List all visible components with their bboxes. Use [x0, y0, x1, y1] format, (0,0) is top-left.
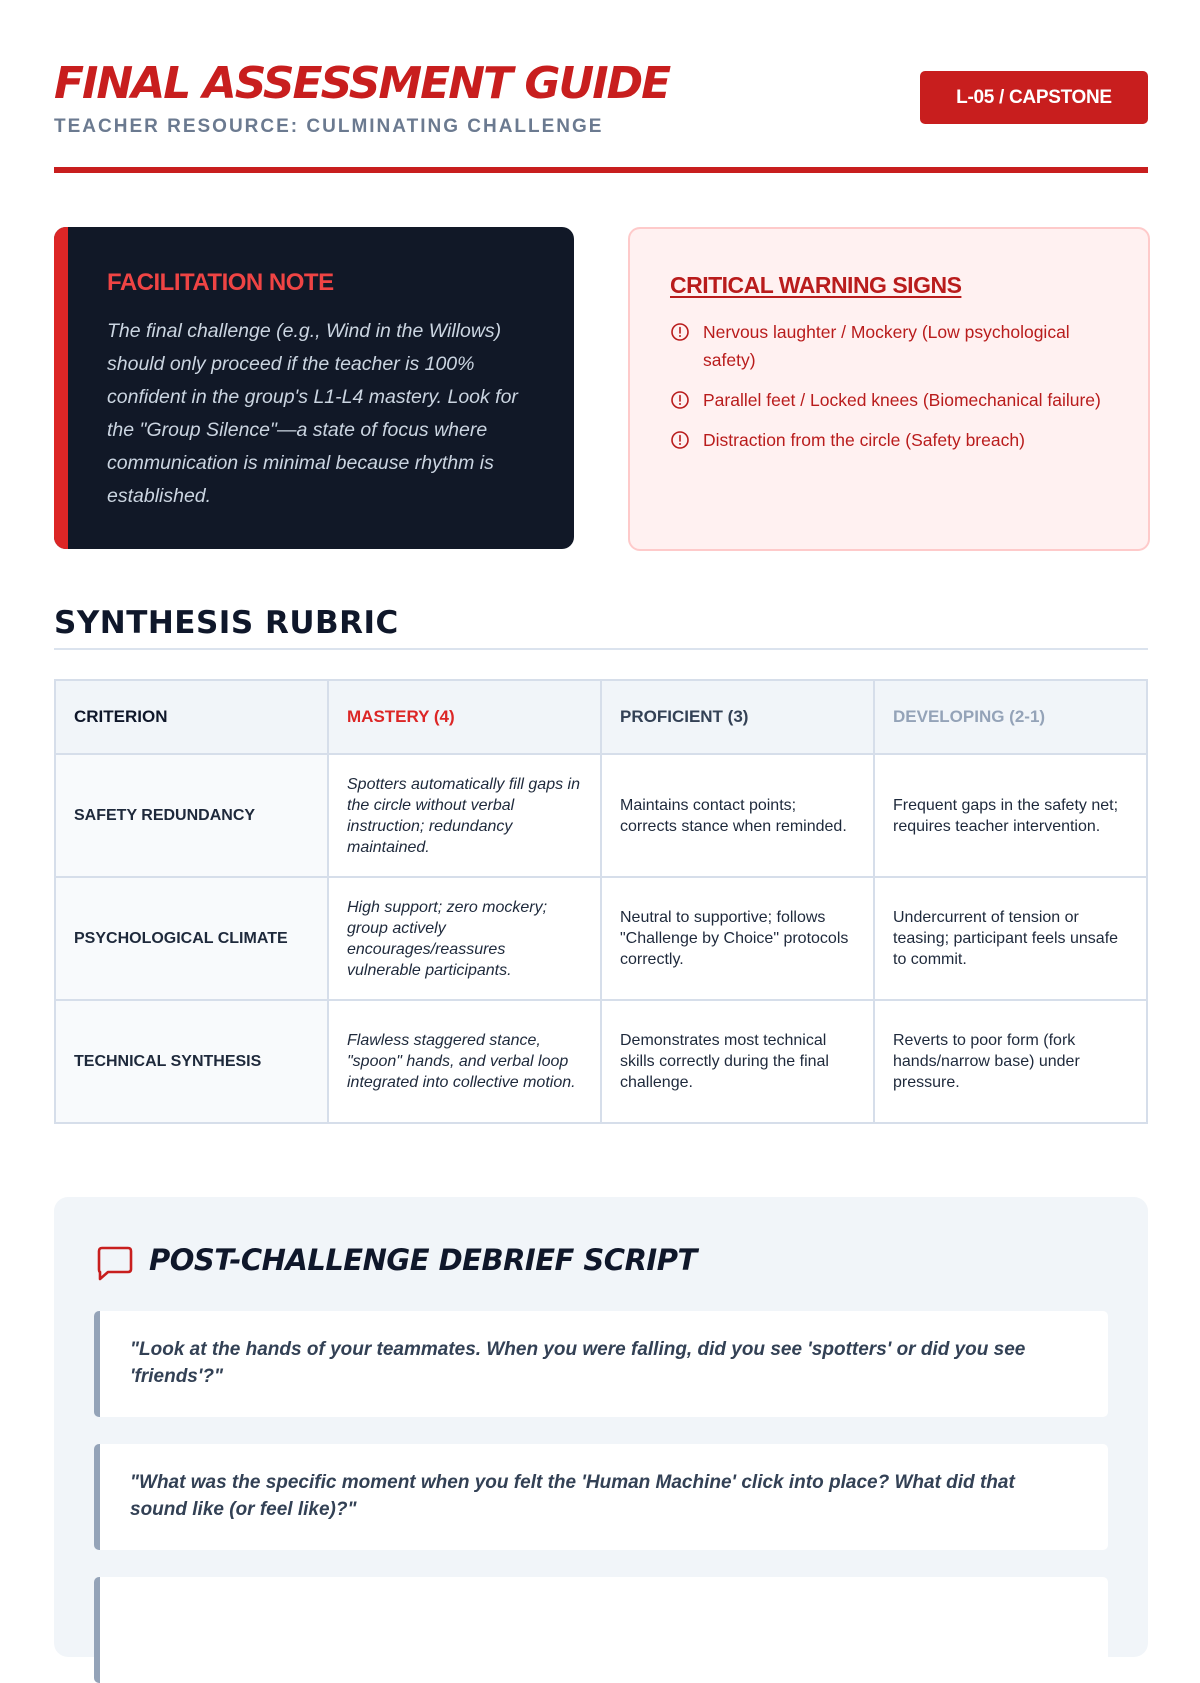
warning-signs-card [628, 227, 1150, 551]
debrief-title: POST-CHALLENGE DEBRIEF SCRIPT [149, 1243, 697, 1277]
table-row [55, 754, 1147, 877]
proficient-cell: Demonstrates most technical skills correctly during the final challenge. [601, 1000, 874, 1123]
proficient-cell: Neutral to supportive; follows "Challenge by Choice" protocols correctly. [601, 877, 874, 1000]
header-criterion: CRITERION [55, 680, 328, 754]
mastery-cell: Flawless staggered stance, "spoon" hands, and verbal loop integrated into collective motion. [328, 1000, 601, 1123]
warning-item [670, 318, 1120, 374]
debrief-section [54, 1197, 1148, 1657]
rubric-table [54, 679, 1148, 1124]
header-divider [54, 167, 1148, 173]
developing-cell: Undercurrent of tension or teasing; participant feels unsafe to commit. [874, 877, 1147, 1000]
debrief-quote [94, 1577, 1108, 1683]
header-developing: DEVELOPING (2-1) [874, 680, 1147, 754]
facilitation-note-card [54, 227, 574, 549]
warning-item-text: Parallel feet / Locked knees (Biomechanical failure) [703, 390, 1101, 410]
mastery-cell: High support; zero mockery; group actively encourages/reassures vulnerable participants. [328, 877, 601, 1000]
table-row [55, 1000, 1147, 1123]
alert-circle-icon [670, 430, 690, 450]
rubric-header-row [55, 680, 1147, 754]
page-subtitle: TEACHER RESOURCE: CULMINATING CHALLENGE [54, 116, 604, 137]
header-mastery: MASTERY (4) [328, 680, 601, 754]
alert-circle-icon [670, 390, 690, 410]
criterion-cell: SAFETY REDUNDANCY [55, 754, 328, 877]
header-proficient: PROFICIENT (3) [601, 680, 874, 754]
warning-signs-title: CRITICAL WARNING SIGNS [670, 272, 962, 298]
page-title: FINAL ASSESSMENT GUIDE [54, 58, 670, 109]
warning-item [670, 426, 1120, 454]
developing-cell: Frequent gaps in the safety net; requires teacher intervention. [874, 754, 1147, 877]
mastery-cell: Spotters automatically fill gaps in the circle without verbal instruction; redundancy maintained. [328, 754, 601, 877]
debrief-quote: "Look at the hands of your teammates. When you were falling, did you see 'spotters' or did you see 'friends'?" [94, 1311, 1108, 1417]
chat-bubble-icon [94, 1243, 134, 1283]
criterion-cell: TECHNICAL SYNTHESIS [55, 1000, 328, 1123]
note-accent-bar [54, 227, 68, 549]
alert-circle-icon [670, 322, 690, 342]
table-row [55, 877, 1147, 1000]
criterion-cell: PSYCHOLOGICAL CLIMATE [55, 877, 328, 1000]
proficient-cell: Maintains contact points; corrects stance when reminded. [601, 754, 874, 877]
warning-item-text: Distraction from the circle (Safety breach) [703, 430, 1025, 450]
developing-cell: Reverts to poor form (fork hands/narrow base) under pressure. [874, 1000, 1147, 1123]
debrief-quote: "What was the specific moment when you felt the 'Human Machine' click into place? What did that sound like (or feel like)?" [94, 1444, 1108, 1550]
warning-item-text: Nervous laughter / Mockery (Low psychological safety) [703, 322, 1070, 370]
warning-item [670, 386, 1120, 414]
facilitation-note-body: The final challenge (e.g., Wind in the Willows) should only proceed if the teacher is 100% confident in the group's L1-L4 mastery. Look for the "Group Silence"—a state of focus where communication is minimal because rhythm is established. [107, 320, 518, 507]
facilitation-note-title: FACILITATION NOTE [107, 269, 334, 296]
rubric-title: SYNTHESIS RUBRIC [54, 605, 399, 641]
page-header [54, 56, 1148, 174]
warning-signs-list [670, 318, 1120, 466]
rubric-divider [54, 648, 1148, 650]
lesson-badge: L-05 / CAPSTONE [920, 71, 1148, 124]
